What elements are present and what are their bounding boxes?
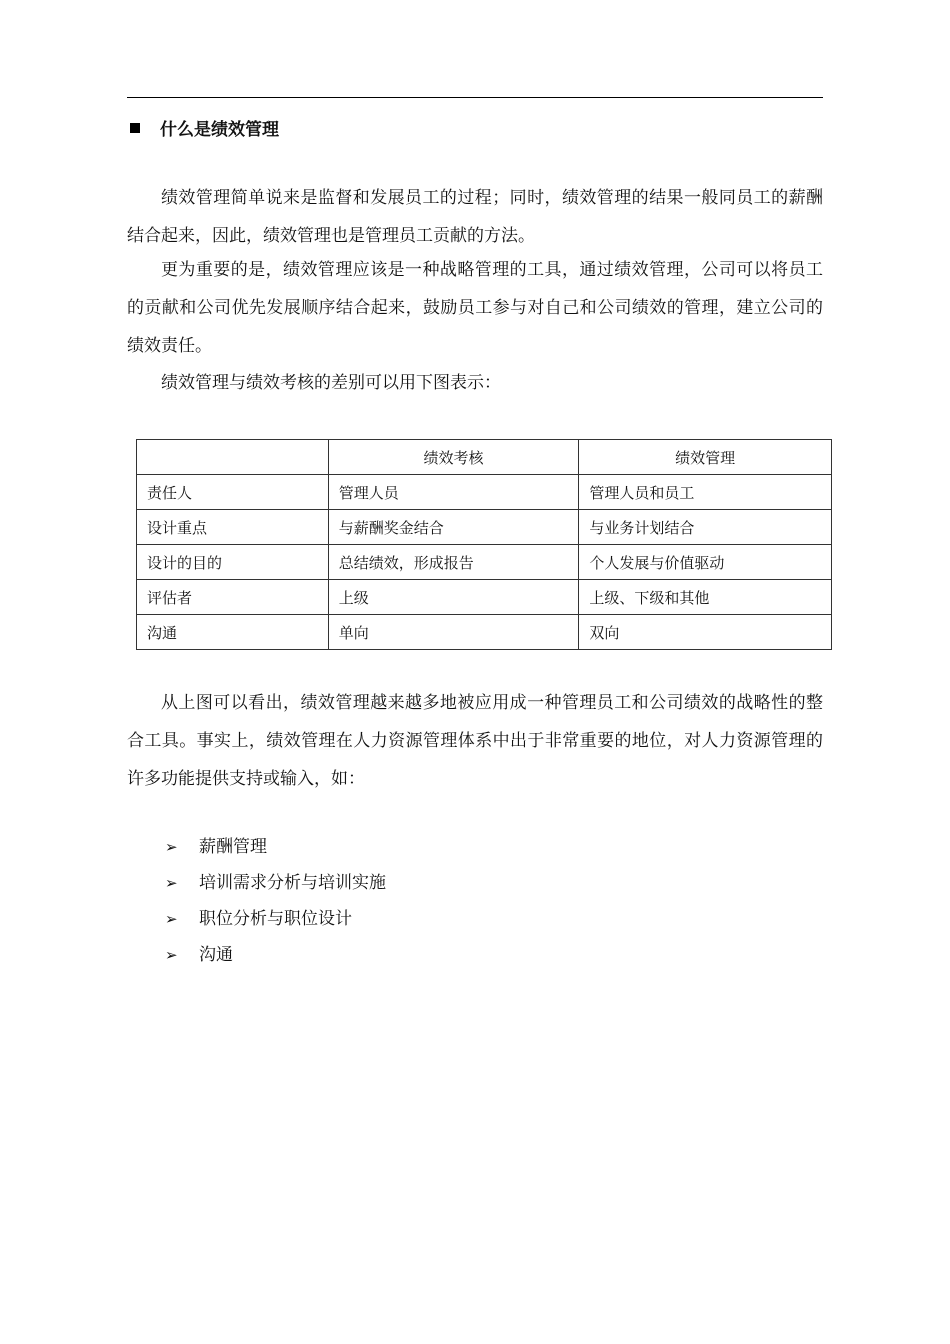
paragraph-conclusion: 从上图可以看出，绩效管理越来越多地被应用成一种管理员工和公司绩效的战略性的整合工具。事实上，绩效管理在人力资源管理体系中出于非常重要的地位，对人力资源管理的许多功能提供支持或输入，如： <box>127 693 823 789</box>
comparison-table <box>136 439 832 650</box>
table-cell: 与薪酬奖金结合 <box>328 510 579 545</box>
table-cell: 管理人员和员工 <box>579 475 832 510</box>
list-item <box>165 829 386 865</box>
list-item <box>165 937 386 973</box>
table-cell: 单向 <box>328 615 579 650</box>
paragraph-importance: 更为重要的是，绩效管理应该是一种战略管理的工具，通过绩效管理，公司可以将员工的贡献和公司优先发展顺序结合起来，鼓励员工参与对自己和公司绩效的管理，建立公司的绩效责任。 <box>127 260 823 356</box>
list-item <box>165 901 386 937</box>
table-row <box>137 545 832 580</box>
table-cell: 与业务计划结合 <box>579 510 832 545</box>
table-cell: 沟通 <box>137 615 329 650</box>
table-cell: 双向 <box>579 615 832 650</box>
list-item-label: 培训需求分析与培训实施 <box>199 873 386 893</box>
table-cell: 责任人 <box>137 475 329 510</box>
function-list <box>165 829 386 973</box>
table-header-row <box>137 440 832 475</box>
table-header-cell: 绩效考核 <box>328 440 579 475</box>
table-cell: 设计重点 <box>137 510 329 545</box>
table-cell: 评估者 <box>137 580 329 615</box>
table-cell: 管理人员 <box>328 475 579 510</box>
table-row <box>137 475 832 510</box>
table-cell: 设计的目的 <box>137 545 329 580</box>
table-row <box>137 580 832 615</box>
paragraph-table-intro: 绩效管理与绩效考核的差别可以用下图表示： <box>161 373 501 393</box>
arrow-bullet-icon: ➢ <box>165 838 178 856</box>
table-cell: 上级、下级和其他 <box>579 580 832 615</box>
table-cell: 上级 <box>328 580 579 615</box>
table-row <box>137 510 832 545</box>
arrow-bullet-icon: ➢ <box>165 946 178 964</box>
list-item-label: 薪酬管理 <box>199 837 267 857</box>
section-title: 什么是绩效管理 <box>160 120 279 140</box>
arrow-bullet-icon: ➢ <box>165 874 178 892</box>
paragraph-definition: 绩效管理简单说来是监督和发展员工的过程；同时，绩效管理的结果一般同员工的薪酬结合起来，因此，绩效管理也是管理员工贡献的方法。 <box>127 188 823 246</box>
list-item-label: 职位分析与职位设计 <box>199 909 352 929</box>
arrow-bullet-icon: ➢ <box>165 910 178 928</box>
list-item-label: 沟通 <box>199 945 233 965</box>
square-bullet-icon <box>130 123 140 133</box>
list-item <box>165 865 386 901</box>
table-header-cell: 绩效管理 <box>579 440 832 475</box>
header-rule <box>127 97 823 98</box>
table-row <box>137 615 832 650</box>
section-heading <box>130 115 279 140</box>
table-header-cell <box>137 440 329 475</box>
table-cell: 个人发展与价值驱动 <box>579 545 832 580</box>
table-cell: 总结绩效，形成报告 <box>328 545 579 580</box>
